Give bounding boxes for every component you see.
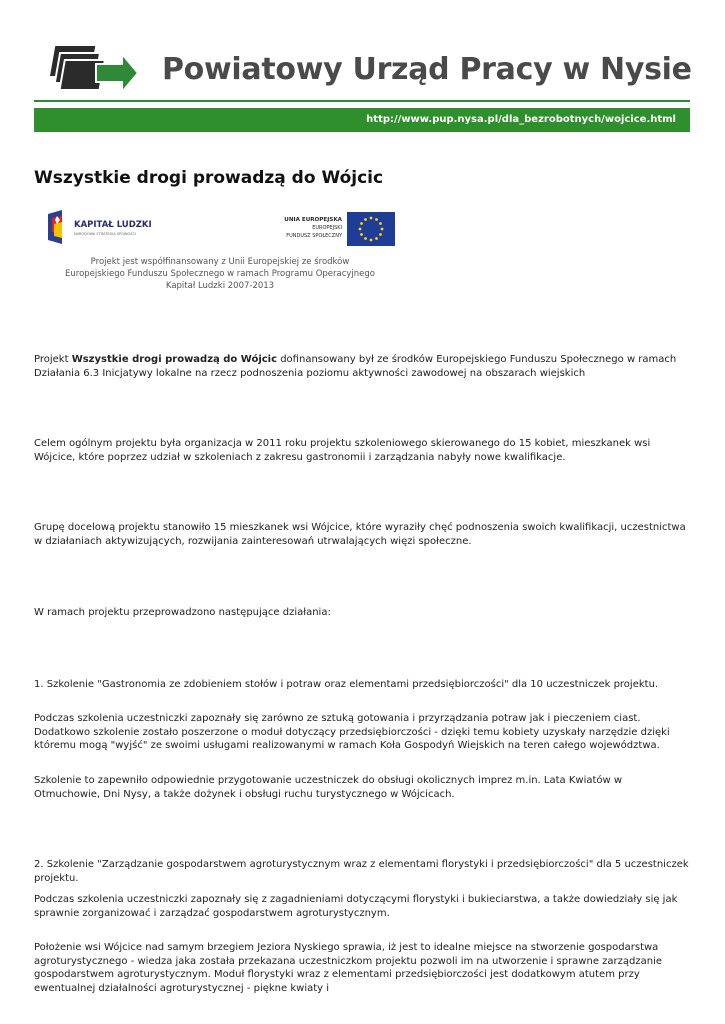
funding-logos (40, 204, 400, 294)
training-2-description: Podczas szkolenia uczestniczki zapoznały się z zagadnieniami dotyczącymi florystyki i bukieciarstwa, a także dowiedziały się jak sprawnie zorganizować i zarządzać gospodarstwem agroturystycznym. (34, 894, 678, 919)
target-group-paragraph: Grupę docelową projektu stanowiło 15 mieszkanek wsi Wójcice, które wyraziły chęć podnoszenia swoich kwalifikacji, uczestnictwa w działaniach aktywizujących, rozwijania zainteresowań utrwalających więzi społeczne. (34, 522, 686, 547)
training-2-title: 2. Szkolenie "Zarządzanie gospodarstwem agroturystycznym wraz z elementami florystyki i przedsiębiorczości" dla 5 uczestniczek projektu. (34, 859, 689, 884)
page-url-bar: http://www.pup.nysa.pl/dla_bezrobotnych/wojcice.html (34, 108, 690, 132)
eu-flag-icon (347, 212, 395, 246)
eu-line-3: FUNDUSZ SPOŁECZNY (286, 233, 342, 239)
cofinancing-note-line-2: Europejskiego Funduszu Społecznego w ramach Programu Operacyjnego (65, 269, 375, 279)
intro-prefix: Projekt (34, 354, 72, 365)
activities-intro: W ramach projektu przeprowadzono następujące działania: (34, 607, 331, 618)
training-1-description: Podczas szkolenia uczestniczki zapoznały się zarówno ze sztuką gotowania i przyrządzania potraw jak i pieczeniem ciast. Dodatkowo szkolenie zostało poszerzone o moduł dotyczący przedsiębiorczości - dzięki temu kobiety uzyskały narzędzie dzięki któremu mogą "wyjść" ze swoimi usługami realizowanymi w ramach Koła Gospodyń Wiejskich na teren całego województwa. (34, 713, 670, 751)
page-title: Wszystkie drogi prowadzą do Wójcic (34, 168, 384, 188)
header (34, 38, 690, 104)
cofinancing-note-line-1: Projekt jest współfinansowany z Unii Europejskiej ze środków (90, 257, 350, 267)
kapital-ludzki-logo-icon (48, 210, 70, 244)
eu-line-2: EUROPEJSKI (312, 225, 342, 231)
kapital-ludzki-name: KAPITAŁ LUDZKI (74, 220, 152, 230)
goal-paragraph: Celem ogólnym projektu była organizacja w 2011 roku projektu szkoleniowego skierowanego do 15 kobiet, mieszkanek wsi Wójcice, które poprzez udział w szkoleniach z zakresu gastronomii i zarządzania nabyły nowe kwalifikacje. (34, 438, 651, 463)
training-1-effect: Szkolenie to zapewniło odpowiednie przygotowanie uczestniczek do obsługi okolicznych imprez m.in. Lata Kwiatów w Otmuchowie, Dni Nysy, a także dożynek i obsługi ruchu turystycznego w Wójcicach. (34, 775, 623, 800)
cofinancing-note-line-3: Kapitał Ludzki 2007-2013 (165, 281, 275, 291)
eu-line-1: UNIA EUROPEJSKA (284, 217, 342, 223)
location-paragraph: Położenie wsi Wójcice nad samym brzegiem Jeziora Nyskiego sprawia, iż jest to idealne miejsce na stworzenie gospodarstwa agroturystycznego - wiedza jaka została przekazana uczestniczkom projektu pozwoli im na utworzenie i sprawne zarządzanie gospodarstwem agroturystycznym. Moduł florystyki wraz z elementami przedsiębiorczości jest dodatkowym atutem przy ewentualnej działalności agroturystycznej - piękne kwiaty i (34, 942, 663, 994)
eu-text (262, 216, 342, 240)
header-divider (34, 100, 690, 102)
kapital-ludzki-subtitle: NARODOWA STRATEGIA SPÓJNOŚCI (74, 232, 136, 236)
site-title: Powiatowy Urząd Pracy w Nysie (162, 52, 692, 87)
cofinancing-note (40, 256, 400, 292)
training-1-title: 1. Szkolenie "Gastronomia ze zdobieniem stołów i potraw oraz elementami przedsiębiorczości" dla 10 uczestniczek projektu. (34, 679, 659, 690)
project-name: Wszystkie drogi prowadzą do Wójcic (71, 354, 278, 365)
pup-logo-arrows-icon (38, 42, 140, 94)
intro-paragraph (34, 353, 690, 380)
intro-suffix: dofinansowany był ze środków Europejskiego Funduszu Społecznego w ramach Działania 6.3 Inicjatywy lokalne na rzecz podnoszenia poziomu aktywności zawodowej na obszarach wiejskich (34, 354, 677, 379)
